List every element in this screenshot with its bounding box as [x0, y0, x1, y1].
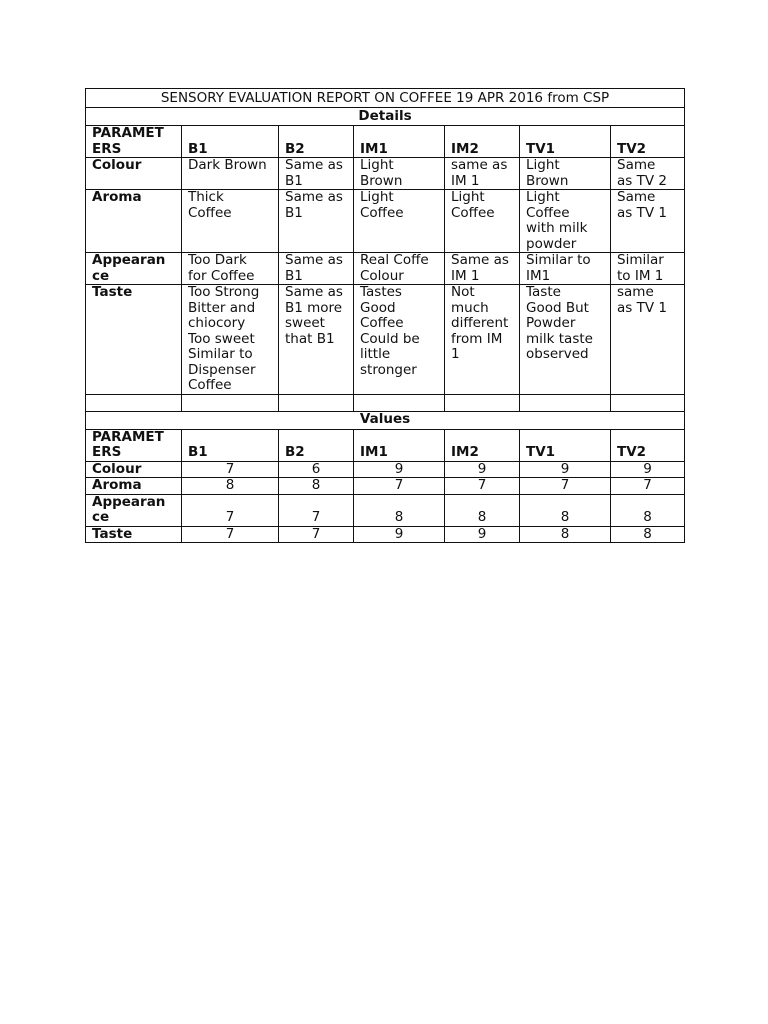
column-header-im1: IM1 — [354, 126, 445, 158]
blank-cell — [445, 394, 520, 411]
score-cell: 7 — [279, 526, 354, 543]
detail-cell: Dark Brown — [182, 158, 279, 190]
column-header-b1: B1 — [182, 126, 279, 158]
score-cell: 8 — [354, 494, 445, 526]
score-cell: 7 — [354, 478, 445, 495]
detail-cell: Same as TV 2 — [611, 158, 685, 190]
details-section-label: Details — [86, 108, 685, 126]
column-header-tv2: TV2 — [611, 126, 685, 158]
column-header-parameters: PARAMET ERS — [86, 429, 182, 461]
column-header-parameters: PARAMET ERS — [86, 126, 182, 158]
blank-cell — [182, 394, 279, 411]
details-section-row — [86, 108, 685, 126]
detail-cell: Same as B1 — [279, 190, 354, 253]
score-cell: 8 — [182, 478, 279, 495]
detail-cell: Same as TV 1 — [611, 190, 685, 253]
details-row-appearance — [86, 253, 685, 285]
parameter-label: Colour — [86, 461, 182, 478]
column-header-b1: B1 — [182, 429, 279, 461]
score-cell: 9 — [354, 526, 445, 543]
title-row — [86, 89, 685, 108]
score-cell: 9 — [445, 461, 520, 478]
report-title: SENSORY EVALUATION REPORT ON COFFEE 19 APR 2016 from CSP — [86, 89, 685, 108]
column-header-tv2: TV2 — [611, 429, 685, 461]
parameter-label: Appearan ce — [86, 253, 182, 285]
score-cell: 7 — [520, 478, 611, 495]
parameter-label: Taste — [86, 526, 182, 543]
values-row-taste — [86, 526, 685, 543]
parameter-label: Aroma — [86, 190, 182, 253]
details-row-aroma — [86, 190, 685, 253]
blank-cell — [279, 394, 354, 411]
detail-cell: Thick Coffee — [182, 190, 279, 253]
blank-cell — [611, 394, 685, 411]
blank-cell — [354, 394, 445, 411]
score-cell: 6 — [279, 461, 354, 478]
score-cell: 7 — [445, 478, 520, 495]
score-cell: 9 — [445, 526, 520, 543]
score-cell: 8 — [611, 526, 685, 543]
score-cell: 9 — [354, 461, 445, 478]
details-header-row — [86, 126, 685, 158]
score-cell: 8 — [520, 494, 611, 526]
score-cell: 9 — [520, 461, 611, 478]
details-row-colour — [86, 158, 685, 190]
detail-cell: Light Brown — [520, 158, 611, 190]
column-header-b2: B2 — [279, 126, 354, 158]
column-header-tv1: TV1 — [520, 429, 611, 461]
score-cell: 8 — [520, 526, 611, 543]
parameter-label: Taste — [86, 285, 182, 395]
detail-cell: Tastes Good Coffee Could be little stronger — [354, 285, 445, 395]
values-section-label: Values — [86, 411, 685, 429]
score-cell: 7 — [611, 478, 685, 495]
score-cell: 8 — [445, 494, 520, 526]
values-row-colour — [86, 461, 685, 478]
score-cell: 8 — [611, 494, 685, 526]
score-cell: 7 — [182, 461, 279, 478]
values-row-aroma — [86, 478, 685, 495]
detail-cell: Light Coffee with milk powder — [520, 190, 611, 253]
detail-cell: Similar to IM 1 — [611, 253, 685, 285]
detail-cell: same as TV 1 — [611, 285, 685, 395]
values-section-row — [86, 411, 685, 429]
score-cell: 7 — [182, 494, 279, 526]
column-header-im2: IM2 — [445, 429, 520, 461]
blank-row — [86, 394, 685, 411]
score-cell: 7 — [279, 494, 354, 526]
details-row-taste — [86, 285, 685, 395]
column-header-b2: B2 — [279, 429, 354, 461]
parameter-label: Appearan ce — [86, 494, 182, 526]
blank-cell — [520, 394, 611, 411]
detail-cell: same as IM 1 — [445, 158, 520, 190]
detail-cell: Light Brown — [354, 158, 445, 190]
detail-cell: Same as B1 more sweet that B1 — [279, 285, 354, 395]
values-header-row — [86, 429, 685, 461]
detail-cell: Taste Good But Powder milk taste observed — [520, 285, 611, 395]
detail-cell: Same as B1 — [279, 253, 354, 285]
detail-cell: Same as B1 — [279, 158, 354, 190]
parameter-label: Colour — [86, 158, 182, 190]
column-header-tv1: TV1 — [520, 126, 611, 158]
detail-cell: Light Coffee — [354, 190, 445, 253]
parameter-label: Aroma — [86, 478, 182, 495]
column-header-im1: IM1 — [354, 429, 445, 461]
blank-cell — [86, 394, 182, 411]
score-cell: 8 — [279, 478, 354, 495]
sensory-evaluation-table — [85, 88, 685, 543]
detail-cell: Similar to IM1 — [520, 253, 611, 285]
values-row-appearance — [86, 494, 685, 526]
detail-cell: Same as IM 1 — [445, 253, 520, 285]
column-header-im2: IM2 — [445, 126, 520, 158]
detail-cell: Real Coffe Colour — [354, 253, 445, 285]
detail-cell: Too Strong Bitter and chiocory Too sweet Similar to Dispenser Coffee — [182, 285, 279, 395]
detail-cell: Not much different from IM 1 — [445, 285, 520, 395]
detail-cell: Too Dark for Coffee — [182, 253, 279, 285]
score-cell: 7 — [182, 526, 279, 543]
detail-cell: Light Coffee — [445, 190, 520, 253]
score-cell: 9 — [611, 461, 685, 478]
